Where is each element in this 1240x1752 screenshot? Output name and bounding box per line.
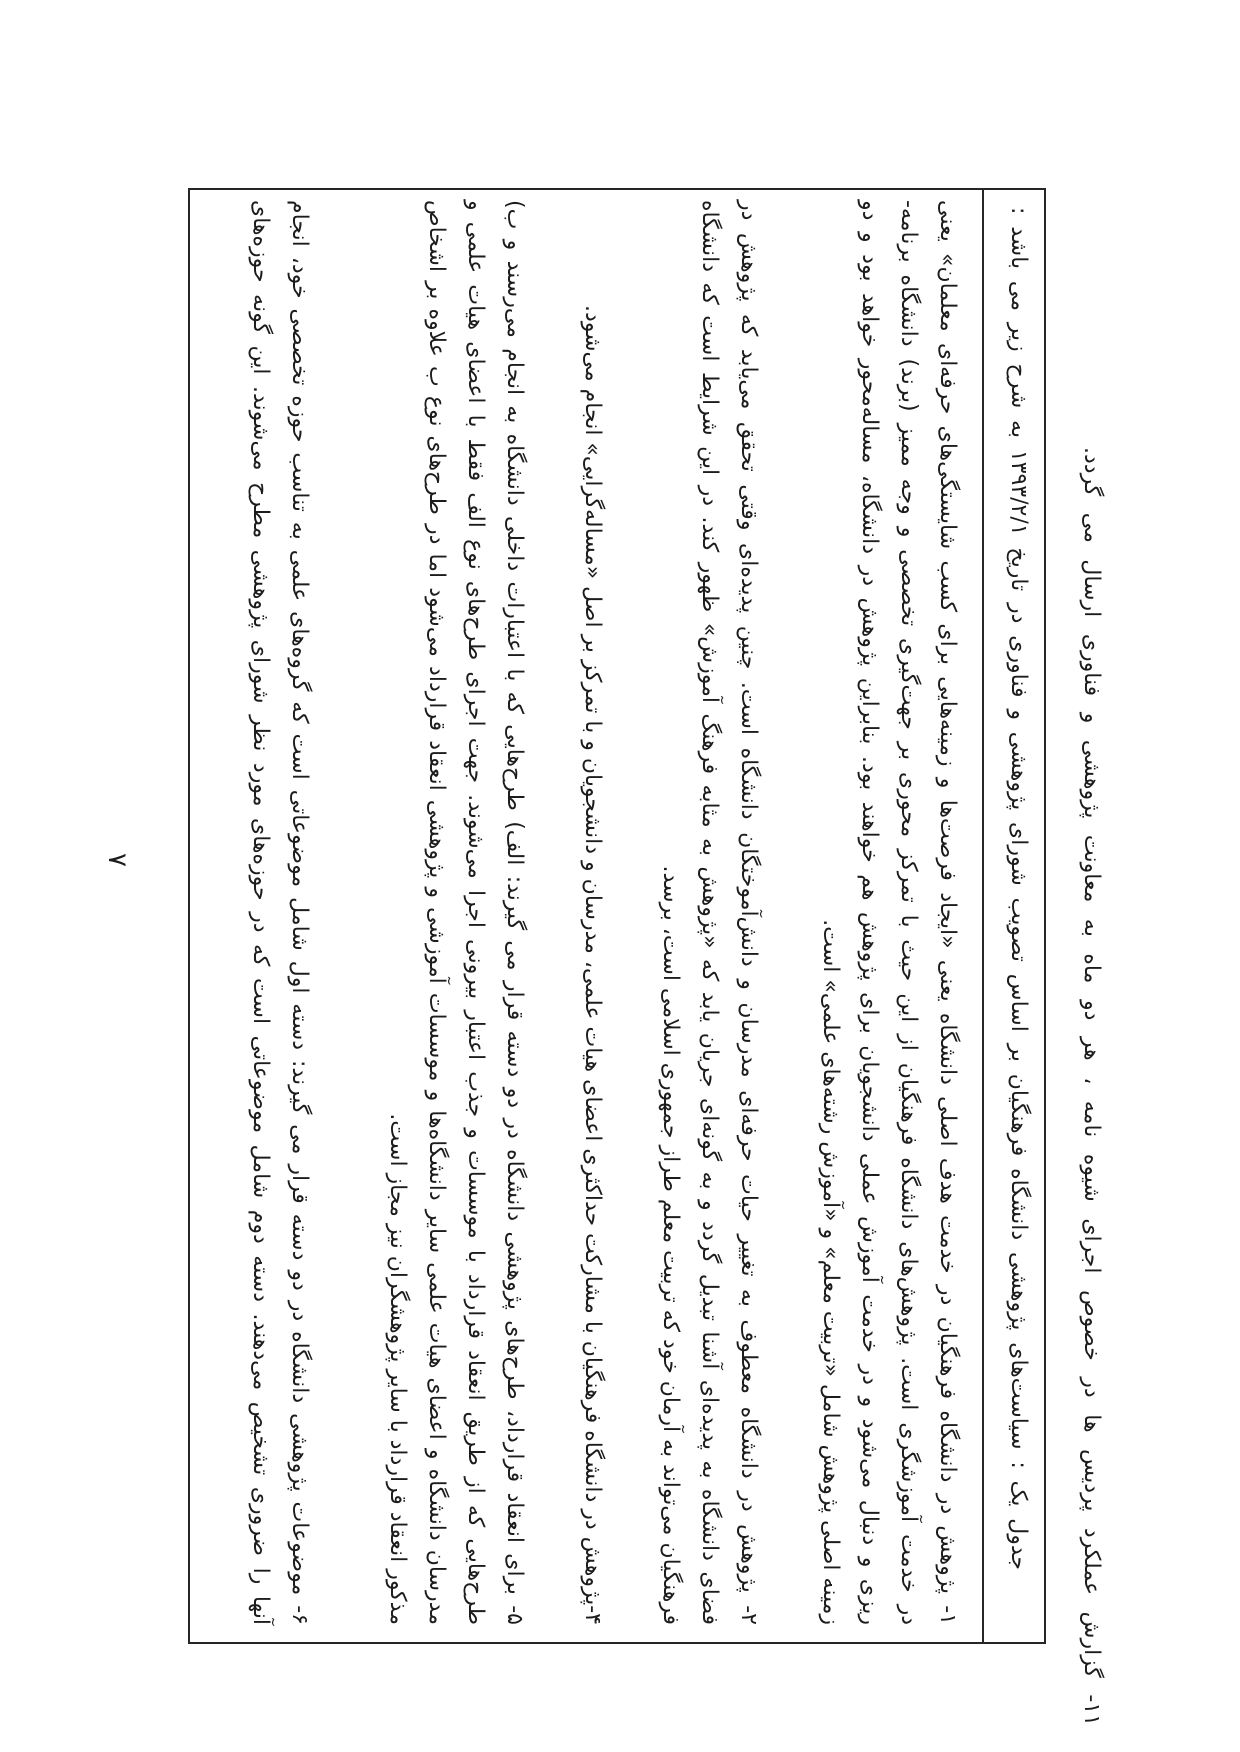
page-number: ۷ — [102, 853, 132, 867]
section-heading: ۱۱- گزارش عملکرد پردیس ها در خصوص اجرای شیوه نامه ، هر دو ماه به معاونت پژوهشی و فناوری ارسال می گردد. — [1079, 447, 1104, 1726]
policy-item-4-line: ۴-پژوهش در دانشگاه فرهنگیان با مشارکت حداکثری اعضای هیات علمی، مدرسان و دانشجویان و با تمرکز بر اصل «مساله‌گرایی» انجام می‌شود. — [580, 304, 605, 1625]
table-header-divider — [982, 190, 984, 1642]
policy-item-6 — [241, 200, 319, 1625]
policy-item-2-line: فرهنگیان می‌تواند به آرمان خود که تربیت معلم طراز جمهوری اسلامی است، برسد. — [658, 865, 683, 1625]
policy-item-2-line: فضای دانشگاه به پدیده‌ای آشنا تبدیل گردد و به گونه‌ای جریان یابد که «پژوهش به مثابه فرهنگ آموزش» ظهور کند. در این شرایط است که دانشگاه — [697, 200, 722, 1625]
policy-table — [188, 188, 1046, 1644]
policy-item-1-line: ریزی و دنبال می‌شود و در خدمت آموزش عملی دانشجویان برای پژوهش هم خواهند بود. بنابراین پژوهش در دانشگاه، مساله‌محور خواهد بود و دو — [857, 200, 882, 1625]
policy-item-1-line: زمینه اصلی پژوهش شامل «تربیت معلم» و «آموزش رشته‌های علمی» است. — [818, 919, 843, 1625]
policy-item-1-line: در خدمت آموزشگری است. پژوهش‌های دانشگاه فرهنگیان از این حیث با تمرکز محوری بر جهت‌گیری تخصصی و وجه ممیز (برند) دانشگاه برنامه- — [896, 200, 921, 1625]
policy-item-4 — [573, 200, 612, 1625]
policy-item-1 — [811, 200, 967, 1625]
policy-item-6-line: ۶- موضوعات پژوهشی دانشگاه در دو دسته قرار می گیرند: دسته اول شامل موضوعاتی است که گروه‌های علمی به تناسب حوزه تخصصی خود، انجام — [287, 200, 312, 1625]
policy-item-6-line: آنها را ضروری تشخیص می‌دهند. دسته دوم شامل موضوعاتی است که در حوزه‌های مورد نظر شورای پژوهشی مطرح می‌شوند. این گونه حوزه‌های — [248, 200, 273, 1625]
policy-item-5 — [378, 200, 534, 1625]
policy-item-5-line: مذکور انعقاد قرارداد با سایر پژوهشگران نیز مجاز است. — [385, 1113, 410, 1625]
policy-item-5-line: مدرسان دانشگاه و اعضای هیات علمی سایر دانشگاه‌ها و موسسات آموزشی و پژوهشی انعقاد قرارداد می‌شود اما در طرح‌های نوع ب علاوه بر اشخاص — [424, 200, 449, 1625]
policy-item-5-line: ۵- برای انعقاد قرارداد، طرح‌های پژوهشی دانشگاه در دو دسته قرار می گیرند: الف) طرح‌هایی که با اعتبارات داخلی دانشگاه به انجام می‌رسند و ب) — [502, 200, 527, 1625]
table-title: جدول یک : سیاست‌های پژوهشی دانشگاه فرهنگیان بر اساس تصویب شورای پژوهشی و فناوری در تاریخ ۱۳۹۳/۲/۱ به شرح زیر می باشد : — [1006, 207, 1031, 1570]
policy-item-2 — [651, 200, 768, 1625]
policy-item-2-line: ۲- پژوهش در دانشگاه معطوف به تغییر حیات حرفه‌ای مدرسان و دانش‌آموختگان دانشگاه است. چنین پدیده‌ای وقتی تحقق می‌یابد که پژوهش در — [736, 200, 761, 1625]
policy-item-1-line: ۱- پژوهش در دانشگاه فرهنگیان در خدمت هدف اصلی دانشگاه یعنی «ایجاد فرصت‌ها و زمینه‌هایی برای کسب شایستگی‌های حرفه‌ای معلمان» یعنی — [935, 200, 960, 1625]
policy-item-5-line: طرح‌هایی که از طریق انعقاد قرارداد با موسسات و جذب اعتبار بیرونی اجرا می‌شوند. جهت اجرای طرح‌های نوع الف فقط با اعضای هیات علمی و — [463, 200, 488, 1625]
